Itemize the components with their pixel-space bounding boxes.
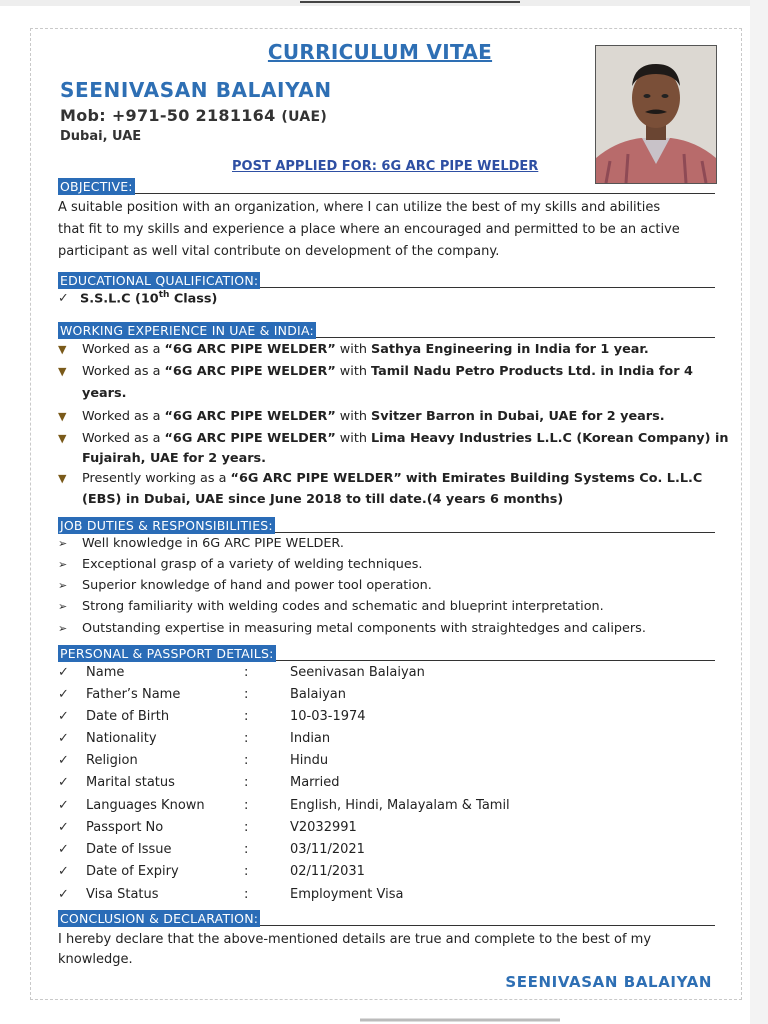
section-heading-experience: WORKING EXPERIENCE IN UAE & INDIA: [60,323,314,338]
location: Dubai, UAE [60,129,142,144]
detail-label: Passport No [86,820,164,835]
conclusion-line-2: knowledge. [58,952,133,967]
duty-item [58,536,344,551]
detail-value: 10-03-1974 [290,709,366,724]
experience-item [58,431,728,446]
duty-text: Superior knowledge of hand and power tool operation. [82,578,432,593]
experience-detail: Tamil Nadu Petro Products Ltd. in India for 4 [371,364,693,379]
arrow-down-icon: ▼ [58,343,67,356]
check-icon: ✓ [58,687,69,702]
duty-text: Well knowledge in 6G ARC PIPE WELDER. [82,536,344,551]
experience-pre: Worked as a [82,364,165,379]
section-heading-conclusion: CONCLUSION & DECLARATION: [60,911,259,926]
section-heading-education: EDUCATIONAL QUALIFICATION: [60,273,259,288]
detail-value: Hindu [290,753,329,768]
detail-label: Marital status [86,775,175,790]
detail-value: Married [290,775,340,790]
triangle-right-icon: ➢ [58,558,68,571]
experience-mid: with [335,364,372,379]
experience-item [58,342,649,357]
experience-mid: with [335,431,372,446]
experience-continuation [82,492,563,507]
objective-line-2: that fit to my skills and experience a place where an encouraged and permitted to be an active [58,222,680,237]
section-objective [58,176,715,194]
duty-text: Outstanding expertise in measuring metal components with straightedges and calipers. [82,621,646,636]
detail-colon: : [244,798,249,813]
detail-label: Nationality [86,731,157,746]
experience-role: “6G ARC PIPE WELDER” [164,409,336,424]
arrow-down-icon: ▼ [58,472,67,485]
duty-item [58,557,422,572]
arrow-down-icon: ▼ [58,410,67,423]
check-icon: ✓ [58,753,69,768]
check-icon: ✓ [58,798,69,813]
detail-value: Balaiyan [290,687,346,702]
section-conclusion [58,908,715,926]
post-applied: POST APPLIED FOR: 6G ARC PIPE WELDER [232,159,539,174]
detail-label: Father’s Name [86,687,181,702]
experience-role: “6G ARC PIPE WELDER” [164,431,336,446]
signature-name: SEENIVASAN BALAIYAN [505,973,712,991]
triangle-right-icon: ➢ [58,579,68,592]
experience-mid: with [335,409,372,424]
triangle-right-icon: ➢ [58,600,68,613]
section-experience [58,320,715,338]
education-item [58,290,217,306]
duty-item [58,621,646,636]
section-heading-personal: PERSONAL & PASSPORT DETAILS: [60,646,274,661]
check-icon: ✓ [58,775,69,790]
experience-role: “6G ARC PIPE WELDER” [164,342,336,357]
education-text-end: Class) [169,291,218,307]
mobile-text: Mob: +971-50 2181164 [60,106,276,125]
detail-colon: : [244,842,249,857]
detail-label: Visa Status [86,887,159,902]
detail-label: Name [86,665,125,680]
check-icon: ✓ [58,709,69,724]
duty-text: Strong familiarity with welding codes and schematic and blueprint interpretation. [82,599,604,614]
experience-role: “6G ARC PIPE WELDER” [230,471,402,486]
check-icon: ✓ [58,887,69,902]
experience-detail-line2: Fujairah, UAE for 2 years. [82,451,267,466]
detail-value: 02/11/2031 [290,864,365,879]
duty-item [58,599,604,614]
resume-page [30,28,742,1000]
experience-detail: Sathya Engineering in India for 1 year. [371,342,649,357]
experience-detail: Svitzer Barron in Dubai, UAE for 2 years. [371,409,665,424]
detail-value: Indian [290,731,331,746]
duty-item [58,578,432,593]
experience-pre: Worked as a [82,409,165,424]
duty-text: Exceptional grasp of a variety of welding techniques. [82,557,423,572]
detail-colon: : [244,687,249,702]
section-duties [58,515,715,533]
check-icon: ✓ [58,864,69,879]
profile-photo [595,45,717,184]
detail-colon: : [244,887,249,902]
detail-value: Employment Visa [290,887,404,902]
education-text: S.S.L.C (10 [80,291,159,307]
document-title: CURRICULUM VITAE [267,40,493,64]
experience-continuation [82,386,126,401]
check-icon: ✓ [58,842,69,857]
arrow-down-icon: ▼ [58,432,67,445]
detail-colon: : [244,731,249,746]
experience-continuation [82,451,266,466]
conclusion-line-1: I hereby declare that the above-mentioned details are true and complete to the best of my [58,932,652,947]
experience-detail-line2: years. [82,386,127,401]
check-icon: ✓ [58,665,69,680]
experience-detail-line2: (EBS) in Dubai, UAE since June 2018 to till date.(4 years 6 months) [82,492,564,507]
experience-item [58,409,665,424]
detail-value: 03/11/2021 [290,842,365,857]
check-icon: ✓ [58,731,69,746]
detail-colon: : [244,709,249,724]
experience-pre: Worked as a [82,342,165,357]
detail-value: V2032991 [290,820,357,835]
triangle-right-icon: ➢ [58,537,68,550]
objective-line-3: participant as well vital contribute on development of the company. [58,244,500,259]
detail-colon: : [244,864,249,879]
detail-label: Religion [86,753,138,768]
detail-value: English, Hindi, Malayalam & Tamil [290,798,510,813]
detail-label: Languages Known [86,798,205,813]
detail-colon: : [244,665,249,680]
check-icon: ✓ [58,291,69,307]
check-icon: ✓ [58,820,69,835]
arrow-down-icon: ▼ [58,365,67,378]
experience-detail: Lima Heavy Industries L.L.C (Korean Company) in [371,431,729,446]
detail-label: Date of Birth [86,709,170,724]
section-heading-duties: JOB DUTIES & RESPONSIBILITIES: [60,518,273,533]
experience-mid: with [335,342,372,357]
section-education [58,270,715,288]
detail-colon: : [244,775,249,790]
experience-item [58,471,702,486]
experience-role: “6G ARC PIPE WELDER” [164,364,336,379]
candidate-name: SEENIVASAN BALAIYAN [60,78,332,102]
section-heading-objective: OBJECTIVE: [60,179,133,194]
detail-label: Date of Issue [86,842,172,857]
detail-colon: : [244,753,249,768]
experience-detail: with Emirates Building Systems Co. L.L.C [405,471,703,486]
mobile-number [60,106,327,125]
experience-item [58,364,693,379]
experience-pre: Worked as a [82,431,165,446]
section-personal [58,643,715,661]
person-portrait-icon [596,46,716,183]
detail-label: Date of Expiry [86,864,179,879]
mobile-country: (UAE) [281,109,328,125]
experience-pre: Presently working as a [82,471,231,486]
detail-value: Seenivasan Balaiyan [290,665,425,680]
education-sup: th [158,290,170,300]
objective-line-1: A suitable position with an organization, where I can utilize the best of my skills and abilities [58,200,661,215]
detail-colon: : [244,820,249,835]
triangle-right-icon: ➢ [58,622,68,635]
